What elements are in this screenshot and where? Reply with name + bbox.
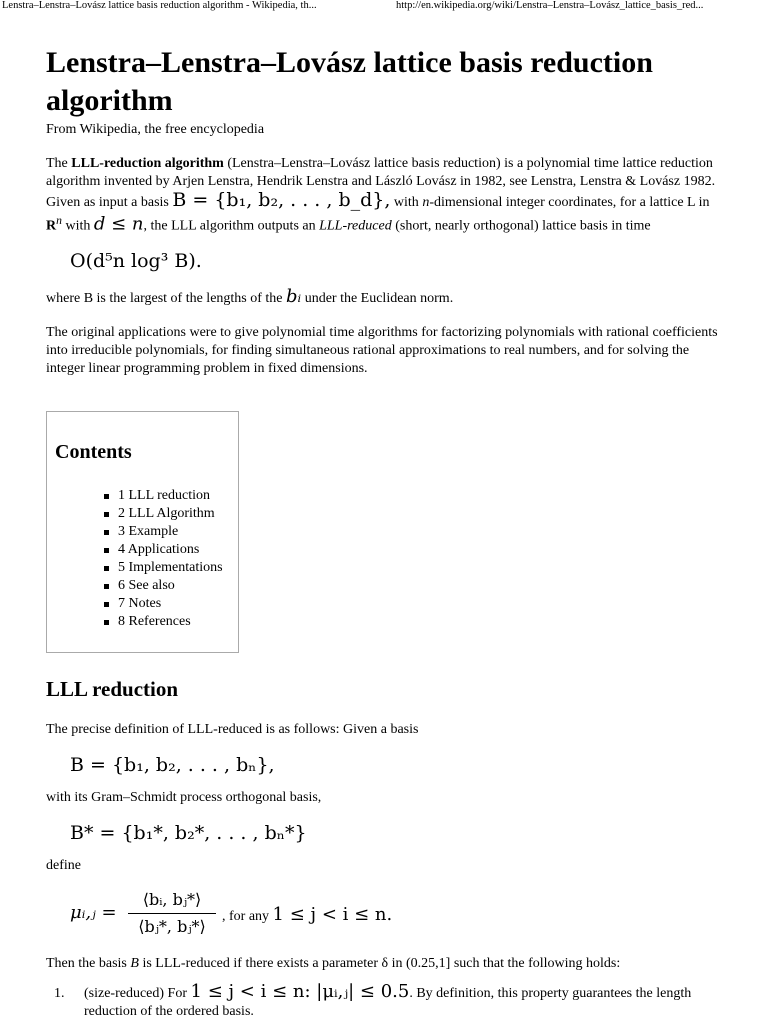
bullet-icon — [104, 530, 109, 535]
lll-reduction-section — [46, 721, 722, 1021]
toc-item-label[interactable]: 5 Implementations — [118, 560, 223, 575]
intro-with2: with — [61, 218, 94, 234]
bullet-icon — [104, 566, 109, 571]
toc-item-applications[interactable] — [103, 541, 223, 559]
mu-range — [222, 904, 392, 925]
toc-title: Contents — [55, 441, 132, 463]
d-le-n-math: d ≤ n — [93, 213, 144, 235]
table-of-contents — [46, 411, 239, 653]
delta-symbol: δ — [381, 956, 389, 971]
intro-paragraph — [46, 155, 722, 236]
intro-after: , the LLL algorithm outputs an — [143, 218, 320, 234]
toc-list — [103, 487, 223, 631]
cond1-math: 1 ≤ j < i ≤ n: |μᵢ,ⱼ| ≤ 0.5 — [190, 981, 410, 1002]
toc-item-lll-reduction[interactable] — [103, 487, 223, 505]
intro-bold-term: LLL-reduction algorithm — [71, 156, 224, 171]
then-prefix: Then the basis — [46, 956, 131, 971]
where-suffix: under the Euclidean norm. — [301, 290, 454, 306]
mu-numerator: ⟨bᵢ, bⱼ*⟩ — [142, 890, 202, 909]
intro-text: (Lenstra–Lenstra–Lovász lattice basis reduction) is a polynomial time lattice reduction algorithm invented by Arjen Lenstra, Hendrik Lenstra and László Lovász in 1982, see Lenstra, Lenstra & Lovász 1982. Given as input a basis — [46, 156, 716, 210]
cond1-tail: . By definition, this property guarantees the length reduction of the ordered basis. — [84, 986, 692, 1019]
bullet-icon — [104, 494, 109, 499]
print-page-url[interactable]: http://en.wikipedia.org/wiki/Lenstra–Lenstra–Lovász_lattice_basis_red... — [396, 0, 704, 11]
where-bi-math: bᵢ — [286, 285, 302, 307]
gram-schmidt-text: with its Gram–Schmidt process orthogonal basis, — [46, 790, 322, 805]
article-content — [46, 44, 722, 1019]
toc-item-label[interactable]: 1 LLL reduction — [118, 488, 211, 503]
then-suffix: in (0.25,1] such that the following holds: — [388, 956, 621, 971]
basis-inline-math: B = {b₁, b₂, . . . , b_d}, — [172, 189, 391, 211]
toc-item-label[interactable]: 2 LLL Algorithm — [118, 506, 215, 521]
bullet-icon — [104, 602, 109, 607]
intro-dimensional: -dimensional integer coordinates, for a lattice L in — [429, 195, 710, 210]
where-paragraph — [46, 285, 722, 308]
mu-fraction — [126, 887, 218, 940]
intro-with: with — [390, 195, 423, 210]
lll-conditions-list — [46, 983, 722, 1021]
print-page-title: Lenstra–Lenstra–Lovász lattice basis reduction algorithm - Wikipedia, th... — [2, 0, 317, 11]
intro-prefix: The — [46, 156, 72, 171]
toc-item-label[interactable]: 4 Applications — [118, 542, 200, 557]
mu-definition-formula — [70, 887, 722, 943]
page-title: Lenstra–Lenstra–Lovász lattice basis reduction algorithm — [46, 46, 653, 117]
toc-item-lll-algorithm[interactable] — [103, 505, 223, 523]
lll-condition-intro — [46, 955, 722, 973]
toc-item-implementations[interactable] — [103, 559, 223, 577]
then-mid: is LLL-reduced if there exists a parameter — [138, 956, 382, 971]
lll-reduced-term: LLL-reduced — [319, 218, 392, 234]
intro-R: R — [46, 218, 57, 234]
toc-item-notes[interactable] — [103, 595, 223, 613]
toc-item-label[interactable]: 6 See also — [118, 578, 175, 593]
section-heading-lll-reduction: LLL reduction — [46, 677, 179, 701]
intro-R-exponent: n — [56, 214, 62, 227]
toc-item-label[interactable]: 3 Example — [118, 524, 179, 539]
toc-item-label[interactable]: 7 Notes — [118, 596, 162, 611]
applications-paragraph: The original applications were to give polynomial time algorithms for factorizing polynomials with rational coefficients into irreducible polynomials, for finding simultaneous rational approximations to real numbers, and for solving the integer linear programming problem in fixed dimensions. — [46, 324, 718, 376]
index-range-math: 1 ≤ j < i ≤ n. — [272, 904, 393, 925]
bullet-icon — [104, 620, 109, 625]
orthogonal-basis-formula: B* = {b₁*, b₂*, . . . , bₙ*} — [70, 822, 307, 844]
mu-lhs: μᵢ,ⱼ = — [70, 902, 117, 923]
then-B: B — [130, 956, 139, 971]
toc-item-see-also[interactable] — [103, 577, 223, 595]
bullet-icon — [104, 548, 109, 553]
lll-definition-intro: The precise definition of LLL-reduced is as follows: Given a basis — [46, 722, 419, 737]
toc-item-references[interactable] — [103, 613, 223, 631]
basis-formula: B = {b₁, b₂, . . . , bₙ}, — [70, 754, 275, 776]
where-prefix: where B is the largest of the lengths of the — [46, 290, 287, 306]
bullet-icon — [104, 584, 109, 589]
mu-denominator: ⟨bⱼ*, bⱼ*⟩ — [138, 917, 206, 936]
for-any-text: , for any — [222, 909, 273, 924]
site-tagline: From Wikipedia, the free encyclopedia — [46, 122, 265, 137]
complexity-formula: O(d⁵n log³ B). — [70, 249, 202, 272]
toc-item-example[interactable] — [103, 523, 223, 541]
cond1-label: (size-reduced) For — [84, 986, 191, 1001]
intro-n: n — [422, 195, 430, 210]
define-text: define — [46, 858, 81, 873]
intro-end: (short, nearly orthogonal) lattice basis in time — [391, 218, 651, 234]
print-header — [0, 0, 768, 14]
toc-item-label[interactable]: 8 References — [118, 614, 191, 629]
condition-size-reduced — [68, 983, 722, 1021]
bullet-icon — [104, 512, 109, 517]
